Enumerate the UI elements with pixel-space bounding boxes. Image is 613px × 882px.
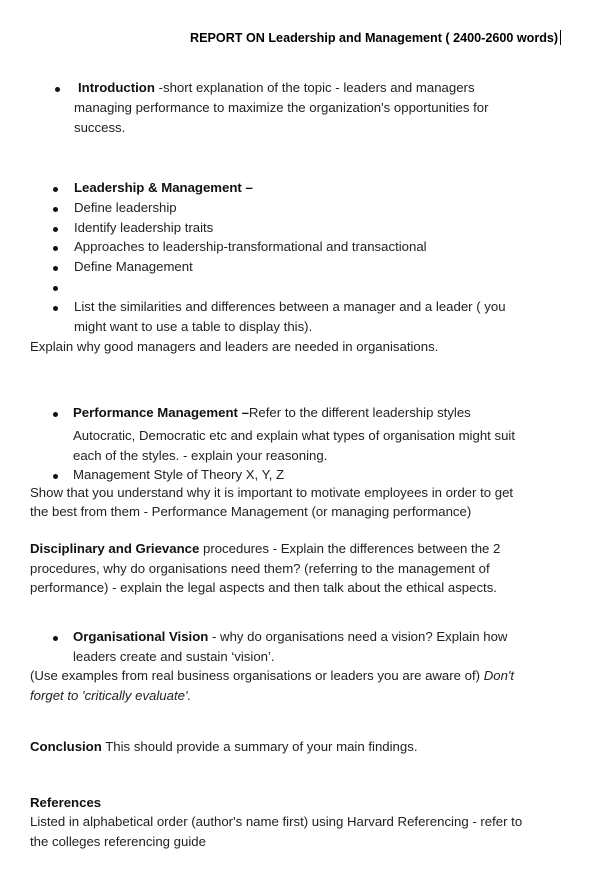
ov-line-1 (73, 627, 507, 647)
intro-line-2: managing performance to maximize the organization's opportunities for (74, 100, 489, 115)
intro-heading: Introduction (78, 80, 155, 95)
text-cursor (560, 30, 561, 45)
bullet-dot (53, 306, 58, 311)
intro-line-1 (78, 78, 475, 98)
conclusion-text: This should provide a summary of your main findings. (101, 739, 418, 754)
dg-line-2: procedures, why do organisations need them? (referring to the management of (30, 561, 490, 576)
lm-item-6: List the similarities and differences between a manager and a leader ( you (74, 299, 506, 314)
bullet-dot (53, 227, 58, 232)
bullet-dot (53, 246, 58, 251)
references-line-2: the colleges referencing guide (30, 834, 206, 849)
pm-show-1: Show that you understand why it is important to motivate employees in order to get (30, 485, 514, 500)
report-title-text: REPORT ON Leadership and Management ( 2400-2600 words) (190, 31, 559, 45)
pm-heading: Performance Management (73, 405, 238, 420)
pm-text: Refer to the different leadership styles (248, 405, 471, 420)
lm-item-3: Approaches to leadership-transformational and transactional (74, 239, 427, 254)
dg-line-1 (30, 539, 500, 559)
bullet-dot (53, 286, 58, 291)
pm-dash: – (237, 405, 249, 420)
dg-text: procedures - Explain the differences between the 2 (199, 541, 501, 556)
ov-line-2: leaders create and sustain ‘vision’. (73, 649, 275, 664)
pm-theory: Management Style of Theory X, Y, Z (73, 467, 285, 482)
pm-line-3: each of the styles. - explain your reasoning. (73, 448, 328, 463)
intro-line-3: success. (74, 120, 126, 135)
ov-text: - why do organisations need a vision? Explain how (208, 629, 508, 644)
pm-line-1 (73, 403, 471, 423)
lm-item-1: Define leadership (74, 200, 177, 215)
lm-item-2: Identify leadership traits (74, 220, 214, 235)
pm-line-2: Autocratic, Democratic etc and explain what types of organisation might suit (73, 428, 516, 443)
lm-explain: Explain why good managers and leaders are needed in organisations. (30, 339, 439, 354)
dg-line-3: performance) - explain the legal aspects and then talk about the ethical aspects. (30, 580, 497, 595)
lm-item-6-cont: might want to use a table to display this). (74, 319, 313, 334)
intro-text: -short explanation of the topic - leaders and managers (154, 80, 475, 95)
report-title[interactable] (190, 30, 561, 45)
conclusion-heading: Conclusion (30, 739, 102, 754)
references-heading (30, 793, 101, 813)
bullet-dot (53, 636, 58, 641)
ov-use-italic: Don't (483, 668, 515, 683)
ov-use-2 (30, 686, 191, 706)
bullet-dot (53, 266, 58, 271)
bullet-dot (53, 412, 58, 417)
lm-heading (74, 178, 253, 198)
ov-use-italic-2: forget to 'critically evaluate'. (30, 688, 192, 703)
ov-heading: Organisational Vision (73, 629, 209, 644)
bullet-dot (55, 87, 60, 92)
pm-show-2: the best from them - Performance Management (or managing performance) (30, 504, 472, 519)
ov-use-1 (30, 666, 514, 686)
bullet-dot (53, 474, 58, 479)
references-line-1: Listed in alphabetical order (author's name first) using Harvard Referencing - refer to (30, 814, 523, 829)
bullet-dot (53, 187, 58, 192)
bullet-dot (53, 207, 58, 212)
lm-heading-text: Leadership & Management – (74, 180, 253, 195)
lm-item-4: Define Management (74, 259, 193, 274)
references-heading-text: References (30, 795, 102, 810)
ov-use-text: (Use examples from real business organisations or leaders you are aware of) (30, 668, 484, 683)
dg-heading: Disciplinary and Grievance (30, 541, 200, 556)
conclusion-line (30, 737, 417, 757)
